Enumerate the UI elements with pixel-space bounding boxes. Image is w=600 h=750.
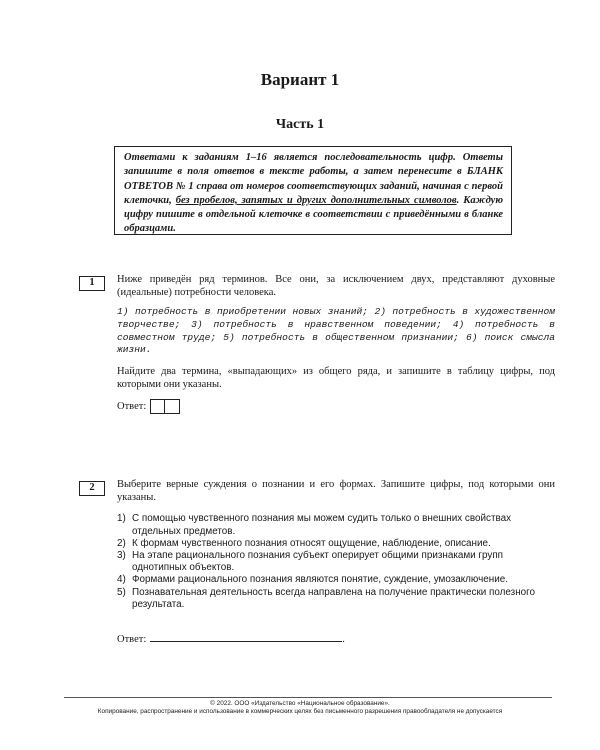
task-2-answer-line[interactable] [150,631,342,642]
task-2-answer-row [117,631,555,646]
task-2-answer-end: . [342,634,345,646]
list-item: 3) На этапе рационального познания субъект оперирует общими признаками групп однотипных объектов. [117,550,504,574]
list-item: 4) Формами рационального познания являются понятие, суждение, умозаключение. [117,574,508,586]
page-title: Вариант 1 [260,70,340,89]
task-1 [117,273,555,414]
footer-copyright: © 2022. ООО «Издательство «Национальное образование». [210,700,390,707]
task-1-intro: Ниже приведён ряд терминов. Все они, за исключением двух, представляют духовные (идеальные) потребности человека. [117,274,555,299]
task-2-options [117,513,555,611]
list-item: 1) С помощью чувственного познания мы можем судить только о внешних свойствах отдельных предметов. [117,513,512,537]
part-title: Часть 1 [275,117,325,132]
task-1-answer-row [117,399,555,414]
answer-cell[interactable] [165,399,180,414]
instructions-text-a: Ответами к заданиям 1–16 является последовательность цифр. Ответы запишите в поля ответов в тексте работы, а затем перенесите в БЛАНК ОТВЕТОВ № 1 справа от номеров соответствующих заданий, начиная с первой клеточки, [124,152,503,206]
instructions-underlined: без пробелов, запятых и других дополнительных символов [175,194,457,206]
instructions-text-b: . Каждую цифру пишите в отдельной клеточке в соответствии с приведёнными в бланке образцами. [124,194,504,235]
task-2 [117,478,555,646]
task-2-number: 2 [79,481,105,496]
answer-cell[interactable] [150,399,165,414]
task-2-answer-label: Ответ: [117,634,147,646]
task-1-prompt: Найдите два термина, «выпадающих» из общего ряда, и запишите в таблицу цифры, под которыми они указаны. [117,365,555,390]
footer-notice: Копирование, распространение и использование в коммерческих целях без письменного разрешения правообладателя не допускается [97,708,503,715]
list-item: 5) Познавательная деятельность всегда направлена на получение практически полезного результата. [117,586,536,610]
task-2-intro: Выберите верные суждения о познании и его формах. Запишите цифры, под которыми они указаны. [117,479,555,504]
list-item: 2) К формам чувственного познания относят ощущение, наблюдение, описание. [117,537,491,549]
task-1-answer-cells [150,399,180,414]
task-1-answer-label: Ответ: [117,401,147,413]
instructions-box [114,146,512,235]
task-1-terms: 1) потребность в приобретении новых знаний; 2) потребность в художественном творчестве; 3) потребность в нравственном поведении; 4) потребность в совместном труде; 5) потребность в общественном признании; 6) поиск смысла жизни. [117,306,555,356]
task-1-number: 1 [79,276,105,291]
footer-divider [64,697,552,698]
